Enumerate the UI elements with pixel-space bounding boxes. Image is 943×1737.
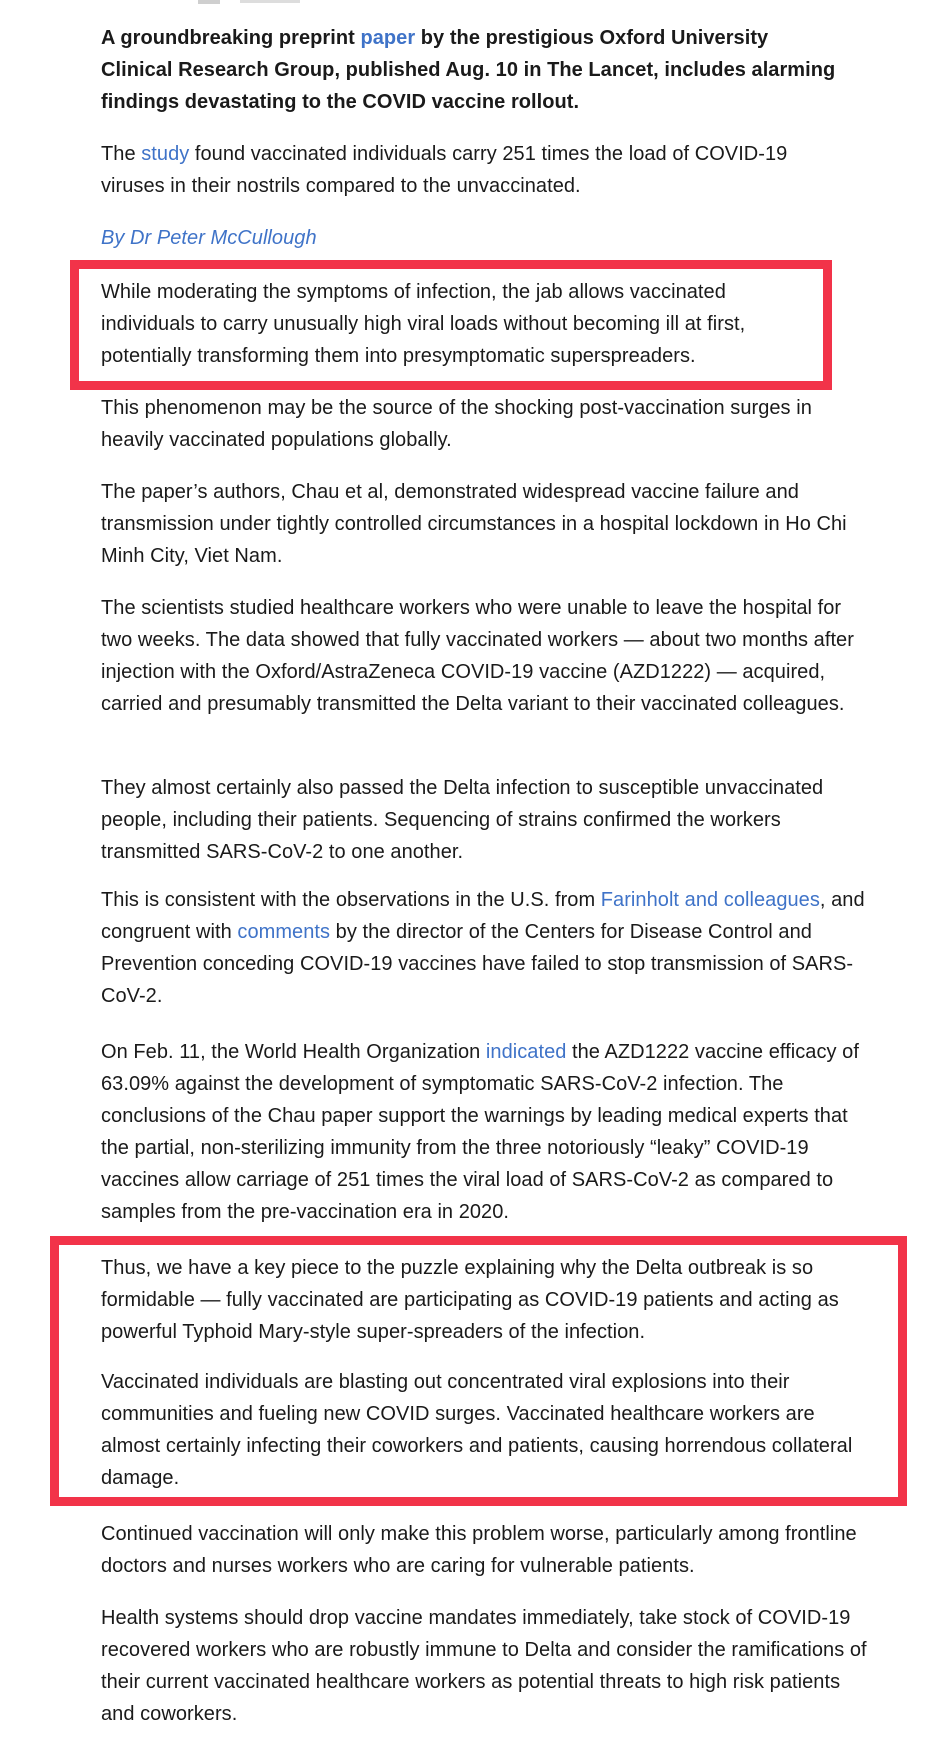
who-text-1: On Feb. 11, the World Health Organization <box>101 1041 486 1063</box>
byline[interactable] <box>101 222 317 254</box>
continued-paragraph: Continued vaccination will only make this problem worse, particularly among frontline doctors and nurses workers who are caring for vulnerable patients. <box>101 1523 857 1577</box>
scientists-paragraph: The scientists studied healthcare workers who were unable to leave the hospital for two weeks. The data showed that fully vaccinated workers — about two months after injection with the Oxford/AstraZeneca COVID-19 vaccine (AZD1222) — acquired, carried and presumably transmitted the Delta variant to their vaccinated colleagues. <box>101 597 854 715</box>
moderating-paragraph: While moderating the symptoms of infection, the jab allows vaccinated individuals to carry unusually high viral loads without becoming ill at first, potentially transforming them into presymptomatic superspreaders. <box>101 281 746 367</box>
indicated-link[interactable]: indicated <box>485 1041 567 1063</box>
lede-text-2: by the prestigious Oxford University Clinical Research Group, published Aug. 10 in The Lancet, includes alarming findings devastating to the COVID vaccine rollout. <box>101 27 836 113</box>
authors-paragraph: The paper’s authors, Chau et al, demonstrated widespread vaccine failure and transmission under tightly controlled circumstances in a hospital lockdown in Ho Chi Minh City, Viet Nam. <box>101 481 847 567</box>
who-paragraph <box>101 1036 881 1228</box>
top-fragment <box>198 0 220 4</box>
lede-text-1: A groundbreaking preprint <box>101 27 361 49</box>
blasting-paragraph: Vaccinated individuals are blasting out concentrated viral explosions into their communities and fueling new COVID surges. Vaccinated healthcare workers are almost certainly infecting their coworkers and patients, causing horrendous collateral damage. <box>101 1371 853 1489</box>
top-fragment-2 <box>240 0 300 3</box>
study-text-2: found vaccinated individuals carry 251 times the load of COVID-19 viruses in their nostrils compared to the unvaccinated. <box>101 143 788 197</box>
comments-link[interactable]: comments <box>237 921 331 943</box>
health-paragraph: Health systems should drop vaccine mandates immediately, take stock of COVID-19 recovered workers who are robustly immune to Delta and consider the ramifications of their current vaccinated healthcare workers as potential threats to high risk patients and coworkers. <box>101 1607 867 1725</box>
study-text-1: The <box>101 143 142 165</box>
lede-paragraph <box>101 22 841 118</box>
study-link[interactable]: study <box>141 143 190 165</box>
passed-paragraph: They almost certainly also passed the Delta infection to susceptible unvaccinated people, including their patients. Sequencing of strains confirmed the workers transmitted SARS-CoV-2 to one another. <box>101 777 824 863</box>
phenomenon-paragraph: This phenomenon may be the source of the shocking post-vaccination surges in heavily vaccinated populations globally. <box>101 397 812 451</box>
consistent-text-2: , and congruent with <box>101 889 865 943</box>
paper-link[interactable]: paper <box>360 27 416 49</box>
who-text-2: the AZD1222 vaccine efficacy of 63.09% against the development of symptomatic SARS-CoV-2 infection. The conclusions of the Chau paper support the warnings by leading medical experts that the partial, non-sterilizing immunity from the three notoriously “leaky” COVID-19 vaccines allow carriage of 251 times the viral load of SARS-CoV-2 as compared to samples from the pre-vaccination era in 2020. <box>101 1041 859 1223</box>
consistent-paragraph <box>101 884 876 1012</box>
consistent-text-1: This is consistent with the observations in the U.S. from <box>101 889 601 911</box>
thus-paragraph: Thus, we have a key piece to the puzzle explaining why the Delta outbreak is so formidable — fully vaccinated are participating as COVID-19 patients and acting as powerful Typhoid Mary-style super-spreaders of the infection. <box>101 1257 839 1343</box>
byline-text: By Dr Peter McCullough <box>101 227 317 249</box>
farinholt-link[interactable]: Farinholt and colleagues <box>600 889 820 911</box>
study-paragraph <box>101 138 841 202</box>
consistent-text-3: by the director of the Centers for Disease Control and Prevention conceding COVID-19 vaccines have failed to stop transmission of SARS-CoV-2. <box>101 921 854 1007</box>
